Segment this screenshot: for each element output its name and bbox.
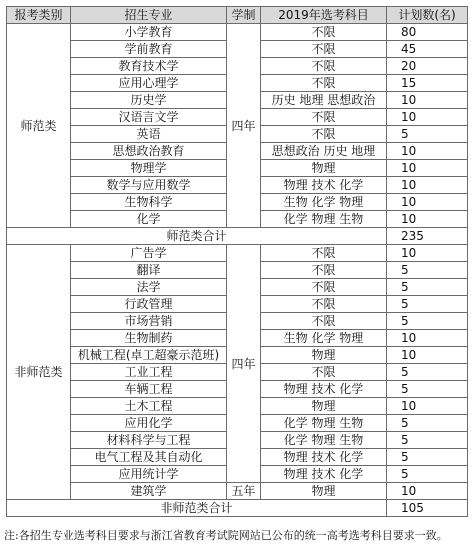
subjects-cell: 物理 技术 化学 — [261, 177, 387, 194]
table-row — [7, 245, 468, 262]
header-category: 报考类别 — [7, 7, 71, 24]
subjects-cell: 物理 技术 化学 — [261, 449, 387, 466]
plan-cell: 20 — [387, 58, 468, 75]
subjects-cell: 不限 — [261, 126, 387, 143]
subjects-cell: 物理 技术 化学 — [261, 381, 387, 398]
subjects-cell: 不限 — [261, 41, 387, 58]
subjects-cell: 物理 — [261, 160, 387, 177]
major-cell: 机械工程(卓工超豪示范班) — [71, 347, 227, 364]
plan-cell: 10 — [387, 483, 468, 500]
subjects-cell: 历史 地理 思想政治 — [261, 92, 387, 109]
subjects-cell: 不限 — [261, 109, 387, 126]
years-cell: 五年 — [227, 483, 261, 500]
subtotal-value: 105 — [387, 500, 468, 517]
category-cell: 非师范类 — [7, 245, 71, 500]
years-cell: 四年 — [227, 245, 261, 483]
plan-cell: 10 — [387, 398, 468, 415]
subjects-cell: 化学 物理 生物 — [261, 415, 387, 432]
subtotal-label: 师范类合计 — [7, 228, 387, 245]
plan-cell: 10 — [387, 143, 468, 160]
major-cell: 教育技术学 — [71, 58, 227, 75]
plan-cell: 10 — [387, 347, 468, 364]
major-cell: 应用统计学 — [71, 466, 227, 483]
major-cell: 化学 — [71, 211, 227, 228]
subtotal-row — [7, 228, 468, 245]
header-years: 学制 — [227, 7, 261, 24]
plan-cell: 5 — [387, 279, 468, 296]
subjects-cell: 不限 — [261, 245, 387, 262]
plan-cell: 10 — [387, 177, 468, 194]
subjects-cell: 化学 物理 生物 — [261, 211, 387, 228]
major-cell: 应用心理学 — [71, 75, 227, 92]
major-cell: 汉语言文学 — [71, 109, 227, 126]
header-subjects: 2019年选考科目 — [261, 7, 387, 24]
plan-cell: 5 — [387, 364, 468, 381]
subjects-cell: 不限 — [261, 364, 387, 381]
category-cell: 师范类 — [7, 24, 71, 228]
subjects-cell: 思想政治 历史 地理 — [261, 143, 387, 160]
plan-cell: 5 — [387, 449, 468, 466]
header-plan: 计划数(名) — [387, 7, 468, 24]
subjects-cell: 不限 — [261, 296, 387, 313]
subjects-cell: 不限 — [261, 58, 387, 75]
plan-cell: 45 — [387, 41, 468, 58]
header-major: 招生专业 — [71, 7, 227, 24]
plan-cell: 5 — [387, 466, 468, 483]
subjects-cell: 物理 — [261, 398, 387, 415]
plan-cell: 10 — [387, 245, 468, 262]
plan-cell: 5 — [387, 296, 468, 313]
header-row — [7, 7, 468, 24]
admissions-table — [6, 6, 468, 517]
plan-cell: 5 — [387, 262, 468, 279]
major-cell: 数学与应用数学 — [71, 177, 227, 194]
major-cell: 历史学 — [71, 92, 227, 109]
major-cell: 广告学 — [71, 245, 227, 262]
major-cell: 电气工程及其自动化 — [71, 449, 227, 466]
table-row — [7, 483, 468, 500]
major-cell: 小学教育 — [71, 24, 227, 41]
major-cell: 建筑学 — [71, 483, 227, 500]
plan-cell: 10 — [387, 194, 468, 211]
major-cell: 英语 — [71, 126, 227, 143]
major-cell: 翻译 — [71, 262, 227, 279]
plan-cell: 5 — [387, 432, 468, 449]
subjects-cell: 不限 — [261, 279, 387, 296]
major-cell: 行政管理 — [71, 296, 227, 313]
plan-cell: 5 — [387, 313, 468, 330]
plan-cell: 10 — [387, 109, 468, 126]
major-cell: 生物制药 — [71, 330, 227, 347]
subjects-cell: 不限 — [261, 262, 387, 279]
subjects-cell: 不限 — [261, 24, 387, 41]
subjects-cell: 不限 — [261, 313, 387, 330]
subjects-cell: 化学 物理 生物 — [261, 432, 387, 449]
major-cell: 材料科学与工程 — [71, 432, 227, 449]
plan-cell: 5 — [387, 126, 468, 143]
major-cell: 生物科学 — [71, 194, 227, 211]
major-cell: 车辆工程 — [71, 381, 227, 398]
plan-cell: 10 — [387, 160, 468, 177]
major-cell: 法学 — [71, 279, 227, 296]
subjects-cell: 生物 化学 物理 — [261, 194, 387, 211]
subtotal-row — [7, 500, 468, 517]
major-cell: 市场营销 — [71, 313, 227, 330]
plan-cell: 80 — [387, 24, 468, 41]
major-cell: 土木工程 — [71, 398, 227, 415]
table-row — [7, 24, 468, 41]
subtotal-value: 235 — [387, 228, 468, 245]
plan-cell: 10 — [387, 211, 468, 228]
major-cell: 工业工程 — [71, 364, 227, 381]
subjects-cell: 生物 化学 物理 — [261, 330, 387, 347]
major-cell: 物理学 — [71, 160, 227, 177]
major-cell: 应用化学 — [71, 415, 227, 432]
major-cell: 学前教育 — [71, 41, 227, 58]
plan-cell: 15 — [387, 75, 468, 92]
years-cell: 四年 — [227, 24, 261, 228]
plan-cell: 5 — [387, 381, 468, 398]
subjects-cell: 不限 — [261, 75, 387, 92]
subjects-cell: 物理 技术 化学 — [261, 466, 387, 483]
plan-cell: 10 — [387, 92, 468, 109]
subtotal-label: 非师范类合计 — [7, 500, 387, 517]
subjects-cell: 物理 — [261, 347, 387, 364]
plan-cell: 10 — [387, 330, 468, 347]
major-cell: 思想政治教育 — [71, 143, 227, 160]
footnote: 注:各招生专业选考科目要求与浙江省教育考试院网站已公布的统一高考选考科目要求一致。 — [4, 529, 448, 542]
table-body — [7, 24, 468, 517]
plan-cell: 5 — [387, 415, 468, 432]
subjects-cell: 物理 — [261, 483, 387, 500]
